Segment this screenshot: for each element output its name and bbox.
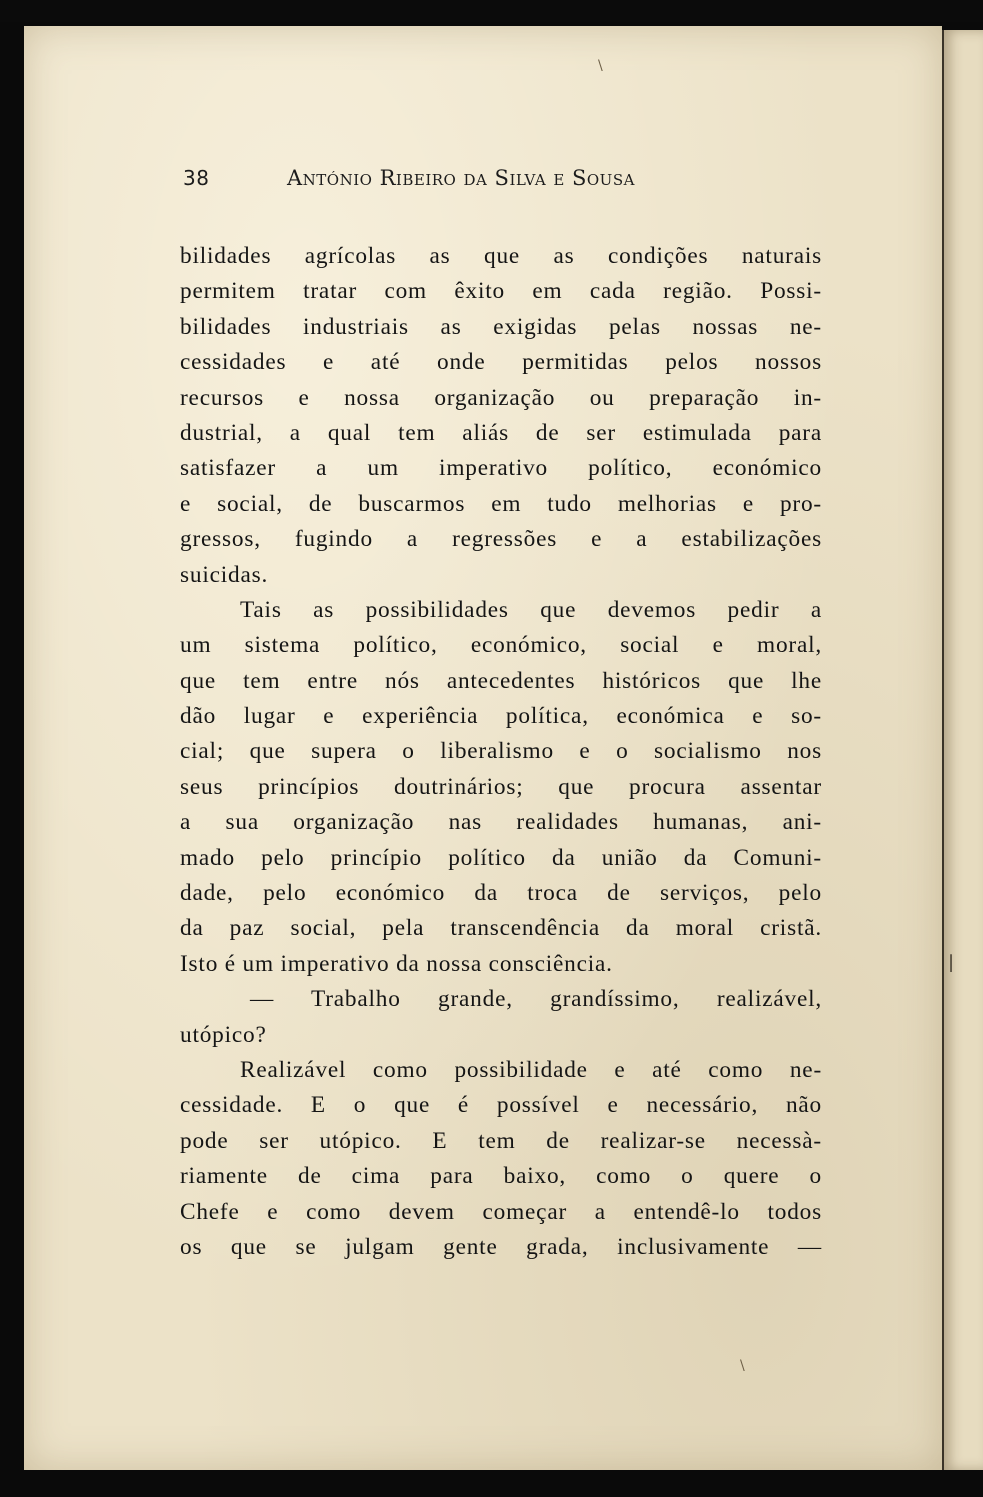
text-line: seus princípios doutrinários; que procura assentar	[180, 773, 822, 800]
text-line: Realizável como possibilidade e até como ne-	[240, 1056, 822, 1083]
text-line: os que se julgam gente grada, inclusivamente —	[180, 1233, 822, 1260]
text-line: suicidas.	[180, 561, 269, 588]
text-line: dão lugar e experiência política, económica e so-	[180, 703, 822, 730]
edge-mark: |	[948, 952, 955, 973]
text-line: mado pelo princípio político da união da Comuni-	[180, 844, 822, 871]
text-line: dustrial, a qual tem aliás de ser estimulada para	[180, 419, 822, 446]
author-running-head: António Ribeiro da Silva e Sousa	[287, 166, 635, 190]
text-line: satisfazer a um imperativo político, económico	[180, 455, 822, 482]
paper-speck: \	[598, 58, 603, 74]
text-line: utópico?	[180, 1021, 267, 1048]
text-line: — Trabalho grande, grandíssimo, realizável,	[250, 986, 822, 1013]
facing-page-edge	[942, 30, 983, 1470]
running-header	[183, 166, 823, 196]
text-line: que tem entre nós antecedentes históricos que lhe	[180, 667, 822, 694]
text-line: gressos, fugindo a regressões e a estabilizações	[180, 526, 822, 553]
text-line: cial; que supera o liberalismo e o socialismo nos	[180, 738, 822, 765]
text-line: dade, pelo económico da troca de serviços, pelo	[180, 880, 822, 907]
paper-speck: \	[740, 1358, 745, 1374]
text-line: bilidades agrícolas as que as condições naturais	[180, 243, 822, 269]
text-line: e social, de buscarmos em tudo melhorias e pro-	[180, 490, 822, 517]
scan-border	[0, 0, 983, 22]
text-line: cessidades e até onde permitidas pelos nossos	[180, 349, 822, 376]
body-text	[180, 239, 822, 1265]
text-line: cessidade. E o que é possível e necessário, não	[180, 1092, 822, 1119]
text-line: bilidades industriais as exigidas pelas nossas ne-	[180, 313, 822, 340]
text-line: a sua organização nas realidades humanas, ani-	[180, 809, 822, 836]
text-line: da paz social, pela transcendência da moral cristã.	[180, 915, 822, 942]
text-line: permitem tratar com êxito em cada região. Possi-	[180, 278, 822, 305]
text-line: Chefe e como devem começar a entendê-lo todos	[180, 1198, 822, 1225]
page-number: 38	[183, 166, 210, 190]
text-line: Isto é um imperativo da nossa consciência.	[180, 950, 613, 977]
text-line: recursos e nossa organização ou preparação in-	[180, 384, 822, 411]
text-line: riamente de cima para baixo, como o quere o	[180, 1163, 822, 1190]
text-line: Tais as possibilidades que devemos pedir a	[240, 596, 822, 623]
text-line: pode ser utópico. E tem de realizar-se necessà-	[180, 1127, 822, 1154]
text-line: um sistema político, económico, social e moral,	[180, 632, 822, 659]
